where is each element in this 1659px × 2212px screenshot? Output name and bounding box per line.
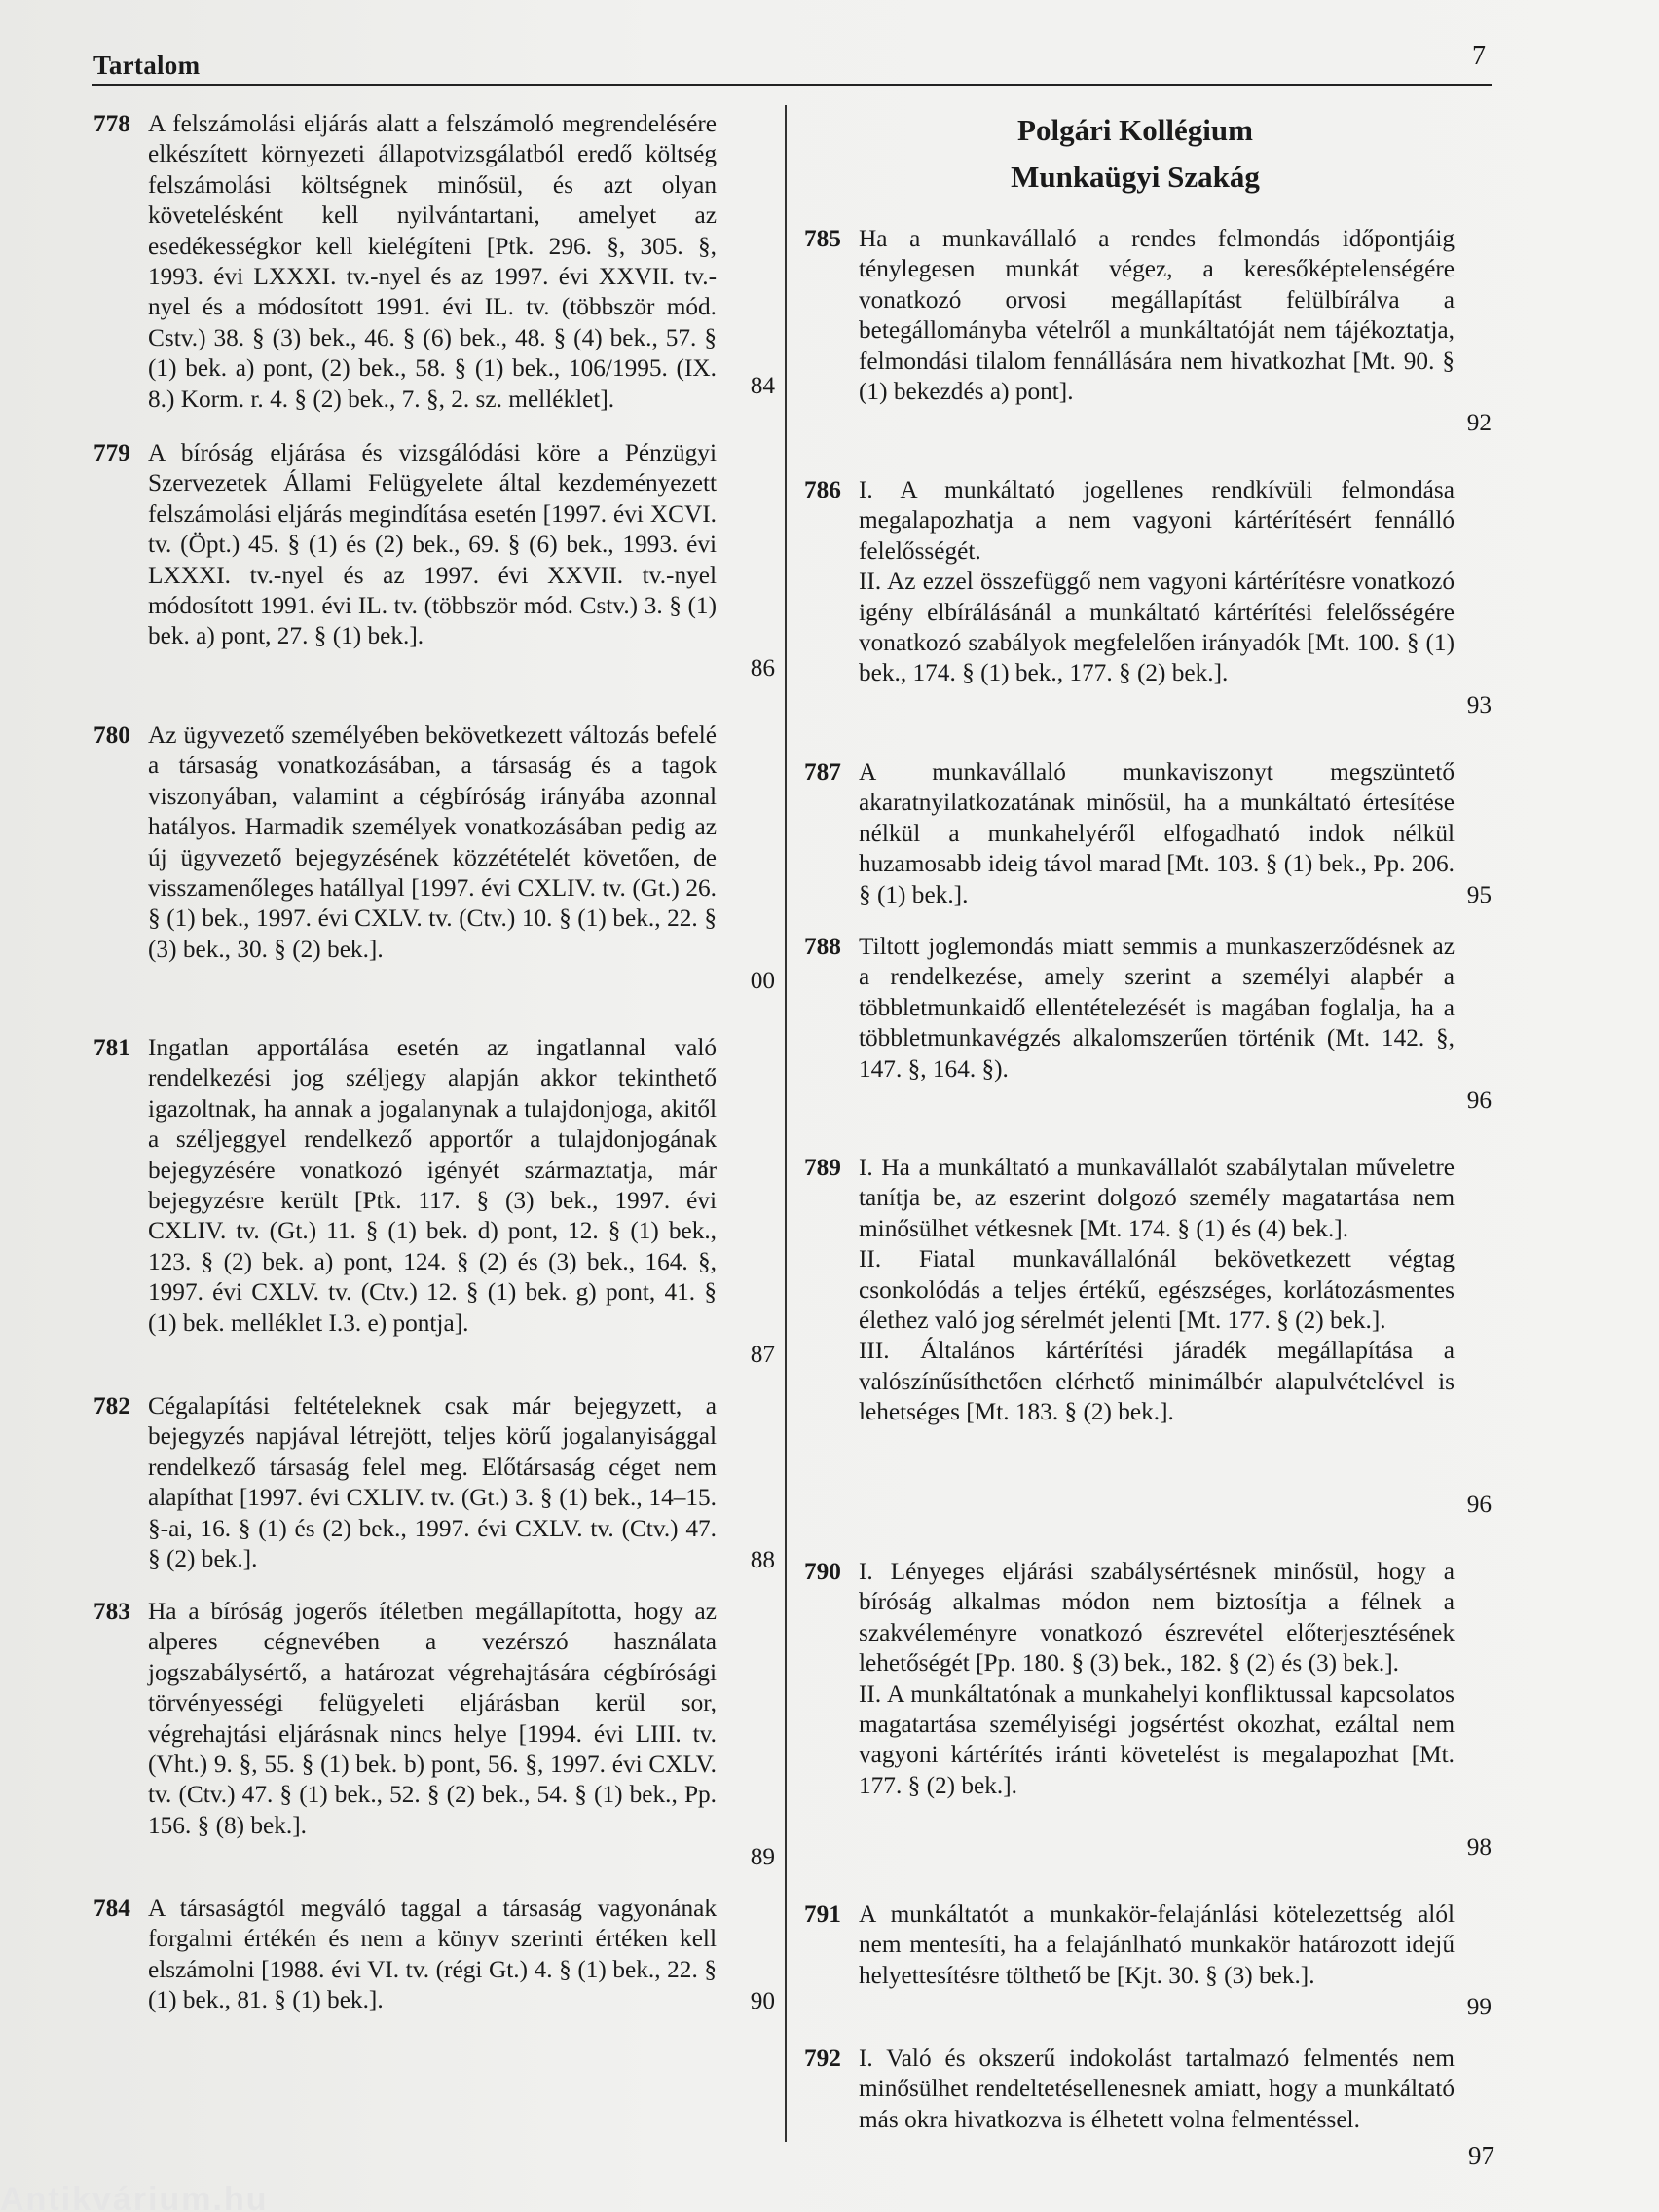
entry-page-number: 86 [750,653,775,682]
entry-number: 787 [804,758,841,786]
toc-entry-786 [804,475,1505,720]
entry-text: Az ügyvezető személyében bekövetkezett változás befelé a társaság vonatkozásában, a társaság és a tagok viszonyában, valamint a cégbíróság irányába azonnal hatályos. Harmadik személyek vonatkozásában pedig az új ügyvezető bejegyzésének közzétételét követően, de visszamenőleges hatállyal [1997. évi CXLIV. tv. (Gt.) 26. § (1) bek., 1997. évi CXLV. tv. (Ctv.) 10. § (1) bek., 22. § (3) bek., 30. § (2) bek.]. [148,721,717,963]
entry-page-number: 00 [750,966,775,994]
entry-number: 790 [804,1558,841,1585]
running-header-page-number: 7 [1472,41,1486,71]
entry-text: A társaságtól megváló taggal a társaság vagyonának forgalmi értékén és nem a könyv szerinti értéken kell elszámolni [1988. évi VI. tv. (régi Gt.) 4. § (1) bek., 22. § (1) bek., 81. § (1) bek.]. [148,1895,717,2014]
right-column [804,109,1505,2166]
entry-number: 788 [804,933,841,960]
entry-text: A felszámolási eljárás alatt a felszámoló megrendelésére elkészített környezeti állapotvizsgálatból eredő költség felszámolási költségnek minősül, és azt olyan követelésként kell nyilvántartani, amelyet az esedékességkor kell kielégíteni [Ptk. 296. §, 305. §, 1993. évi LXXXI. tv.-nyel és az 1997. évi XXVII. tv.-nyel és a módosított 1991. évi IL. tv. (többször mód. Cstv.) 38. § (3) bek., 46. § (6) bek., 48. § (4) bek., 57. § (1) bek. a) pont, (2) bek., 58. § (1) bek., 106/1995. (IX. 8.) Korm. r. 4. § (2) bek., 7. §, 2. sz. melléklet]. [148,110,717,413]
entry-text: Ha a bíróság jogerős ítéletben megállapította, hogy az alperes cégnevében a vezérszó használata jogszabálysértő, a határozat végrehajtására cégbírósági törvényességi felügyeleti eljárásban kerül sor, végrehajtási eljárásnak nincs helye [1994. évi LIII. tv. (Vht.) 9. §, 55. § (1) bek. b) pont, 56. §, 1997. évi CXLV. tv. (Ctv.) 47. § (1) bek., 52. § (2) bek., 54. § (1) bek., Pp. 156. § (8) bek.]. [148,1598,717,1839]
entry-page-number: 98 [1466,1832,1492,1861]
toc-entry-790 [804,1557,1505,1862]
entry-text: I. Való és okszerű indokolást tartalmazó felmentés nem minősülhet rendeltetésellenesnek amiatt, hogy a munkáltató más okra hivatkozva is élhetett volna felmentéssel. [859,2045,1455,2133]
entry-number: 792 [804,2045,841,2072]
toc-entry-783 [93,1597,775,1872]
entry-page-number: 92 [1466,408,1492,436]
toc-entry-781 [93,1033,775,1370]
entry-page-number: 93 [1466,690,1492,719]
entry-number: 780 [93,721,130,749]
entry-text: A bíróság eljárása és vizsgálódási köre a Pénzügyi Szervezetek Állami Felügyelete által kezdeményezett felszámolási eljárás megindítása esetén [1997. évi XCVI. tv. (Öpt.) 45. § (1) és (2) bek., 69. § (6) bek., 1993. évi LXXXI. tv.-nyel és az 1997. évi XXVII. tv.-nyel módosított 1991. évi IL. tv. (többször mód. Cstv.) 3. § (1) bek. a) pont, 27. § (1) bek.]. [148,439,717,650]
entry-text: Ha a munkavállaló a rendes felmondás időpontjáig ténylegesen munkát végez, a keresőképtelenségére vonatkozó orvosi megállapítást felülbírálva a betegállományba vételről a munkáltatóját nem tájékoztatja, felmondási tilalom fennállására nem hivatkozhat [Mt. 90. § (1) bekezdés a) pont]. [859,225,1455,406]
entry-page-number: 99 [1466,1992,1492,2020]
site-watermark: Antikvárium.hu [0,2181,269,2212]
toc-entry-788 [804,932,1505,1116]
toc-entry-792 [804,2044,1505,2166]
section-heading-college: Polgári Kollégium [1017,113,1253,147]
toc-entry-787 [804,757,1505,910]
entry-page-number: 95 [1466,880,1492,908]
entry-page-number: 89 [750,1842,775,1870]
entry-number: 789 [804,1154,841,1181]
entry-page-number: 87 [750,1340,775,1368]
toc-entry-791 [804,1899,1505,2022]
running-header-title: Tartalom [93,51,201,80]
entry-text: A munkavállaló munkaviszonyt megszüntető akaratnyilatkozatának minősül, ha a munkáltató értesítése nélkül a munkahelyéről elfogadható indok nélkül huzamosabb ideig távol marad [Mt. 103. § (1) bek., Pp. 206. § (1) bek.]. [859,758,1455,908]
entry-number: 782 [93,1392,130,1419]
toc-entry-780 [93,720,775,996]
footer-page-number: 97 [1468,2141,1494,2170]
entry-number: 784 [93,1895,130,1922]
entry-page-number: 96 [1466,1490,1492,1518]
toc-entry-779 [93,438,775,683]
column-divider [785,105,787,2142]
entry-number: 778 [93,110,130,137]
entry-page-number: 96 [1466,1086,1492,1114]
entry-number: 783 [93,1598,130,1625]
entry-text: Cégalapítási feltételeknek csak már bejegyzett, a bejegyzés napjával létrejött, teljes körű jogalanyisággal rendelkező társaság felel meg. Előtársaság céget nem alapíthat [1997. évi CXLIV. tv. (Gt.) 3. § (1) bek., 14–15. §-ai, 16. § (1) és (2) bek., 1997. évi CXLV. tv. (Ctv.) 47. § (2) bek.]. [148,1392,717,1573]
entry-text: I. A munkáltató jogellenes rendkívüli felmondása megalapozhatja a nem vagyoni kártérítésért fennálló felelősségét. II. Az ezzel összefüggő nem vagyoni kártérítésre vonatkozó igény elbírálásánál a munkáltató kártérítési felelősségére vonatkozó szabályok megfelelően irányadók [Mt. 100. § (1) bek., 174. § (1) bek., 177. § (2) bek.]. [859,476,1455,687]
toc-entry-785 [804,224,1505,438]
entry-number: 786 [804,476,841,503]
toc-entry-789 [804,1153,1505,1520]
entry-number: 779 [93,439,130,466]
section-heading-division: Munkaügyi Szakág [1011,160,1260,194]
header-rule [92,84,1492,86]
toc-entry-784 [93,1894,775,2016]
entry-number: 781 [93,1034,130,1061]
entry-text: Ingatlan apportálása esetén az ingatlannal való rendelkezési jog széljegy alapján akkor tekinthető igazoltnak, ha annak a jogalanynak a tulajdonjoga, akitől a széljeggyel rendelkező apportőr a tulajdonjogának bejegyzésére vonatkozó igényét származtatja, már bejegyzésre került [Ptk. 117. § (3) bek., 1997. évi CXLIV. tv. (Gt.) 11. § (1) bek. d) pont, 12. § (1) bek., 123. § (2) bek. a) pont, 124. § (2) és (3) bek., 164. §, 1997. évi CXLV. tv. (Ctv.) 12. § (1) bek. g) pont, 41. § (1) bek. melléklet I.3. e) pontja]. [148,1034,717,1337]
entry-page-number: 84 [750,371,775,399]
entry-page-number: 88 [750,1545,775,1573]
entry-text: A munkáltatót a munkakör-felajánlási kötelezettség alól nem mentesíti, ha a felajánlható munkakör határozott idejű helyettesítésre tölthető be [Kjt. 30. § (3) bek.]. [859,1900,1455,1989]
entry-page-number: 90 [750,1986,775,2014]
entry-number: 785 [804,225,841,252]
entry-text: I. Lényeges eljárási szabálysértésnek minősül, hogy a bíróság alkalmas módon nem biztosítja a félnek a szakvéleményre vonatkozó észrevétel előterjesztésének lehetőségét [Pp. 180. § (3) bek., 182. § (2) és (3) bek.]. II. A munkáltatónak a munkahelyi konfliktussal kapcsolatos magatartása személyiségi jogsértést okozhat, ezáltal nem vagyoni kártérítés iránti követelést is megalapozhat [Mt. 177. § (2) bek.]. [859,1558,1455,1799]
left-column [93,109,775,2016]
toc-entry-782 [93,1391,775,1575]
entry-text: Tiltott joglemondás miatt semmis a munkaszerződésnek az a rendelkezése, amely szerint a személyi alapbér a többletmunkaidő ellentételezését is magában foglalja, ha a többletmunkavégzés alkalomszerűen történik (Mt. 142. §, 147. §, 164. §). [859,933,1455,1083]
entry-number: 791 [804,1900,841,1928]
entry-text: I. Ha a munkáltató a munkavállalót szabálytalan műveletre tanítja be, az eszerint dolgozó személy magatartása nem minősülhet vétkesnek [Mt. 174. § (1) és (4) bek.]. II. Fiatal munkavállalónál bekövetkezett végtag csonkolódás a teljes értékű, egészséges, korlátozásmentes élethez való jog sérelmét jelenti [Mt. 177. § (2) bek.]. III. Általános kártérítési járadék megállapítása a valószínűsíthetően elérhető minimálbér alapulvételével is lehetséges [Mt. 183. § (2) bek.]. [859,1154,1455,1426]
toc-entry-778 [93,109,775,413]
